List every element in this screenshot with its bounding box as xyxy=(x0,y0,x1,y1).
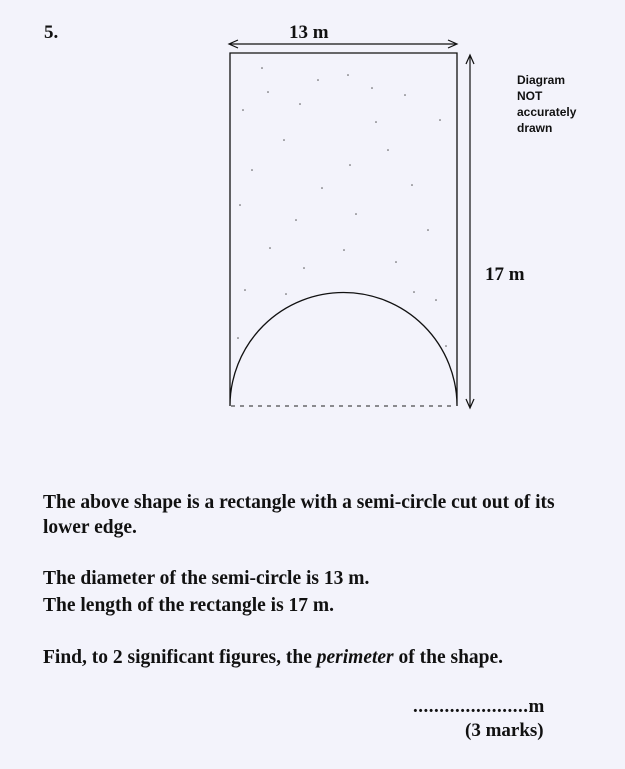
answer-line[interactable] xyxy=(413,696,545,718)
note-line: accurately xyxy=(517,105,577,119)
shape-description: The above shape is a rectangle with a semi-circle cut out of its lower edge. xyxy=(43,492,555,538)
marks-label: (3 marks) xyxy=(465,720,544,741)
note-line: drawn xyxy=(517,121,553,135)
note-line: Diagram xyxy=(517,73,566,87)
shape-outline xyxy=(230,53,457,406)
note-line: NOT xyxy=(517,89,543,103)
shading-dots xyxy=(237,67,447,347)
length-statement: The length of the rectangle is 17 m. xyxy=(43,595,335,616)
task-suffix: of the shape. xyxy=(393,647,504,668)
diameter-statement: The diameter of the semi-circle is 13 m. xyxy=(43,568,370,589)
answer-unit: m xyxy=(528,696,545,717)
width-label: 13 m xyxy=(289,22,329,43)
length-dimension-arrow xyxy=(466,55,474,408)
not-to-scale-note xyxy=(517,72,597,136)
length-label: 17 m xyxy=(485,264,525,285)
task-instruction xyxy=(43,645,603,670)
width-dimension-arrow xyxy=(229,40,457,48)
answer-dots: ...................... xyxy=(413,696,529,717)
task-emphasis: perimeter xyxy=(316,647,394,668)
task-prefix: Find, to 2 significant figures, the xyxy=(43,647,317,668)
question-number: 5. xyxy=(44,22,59,43)
